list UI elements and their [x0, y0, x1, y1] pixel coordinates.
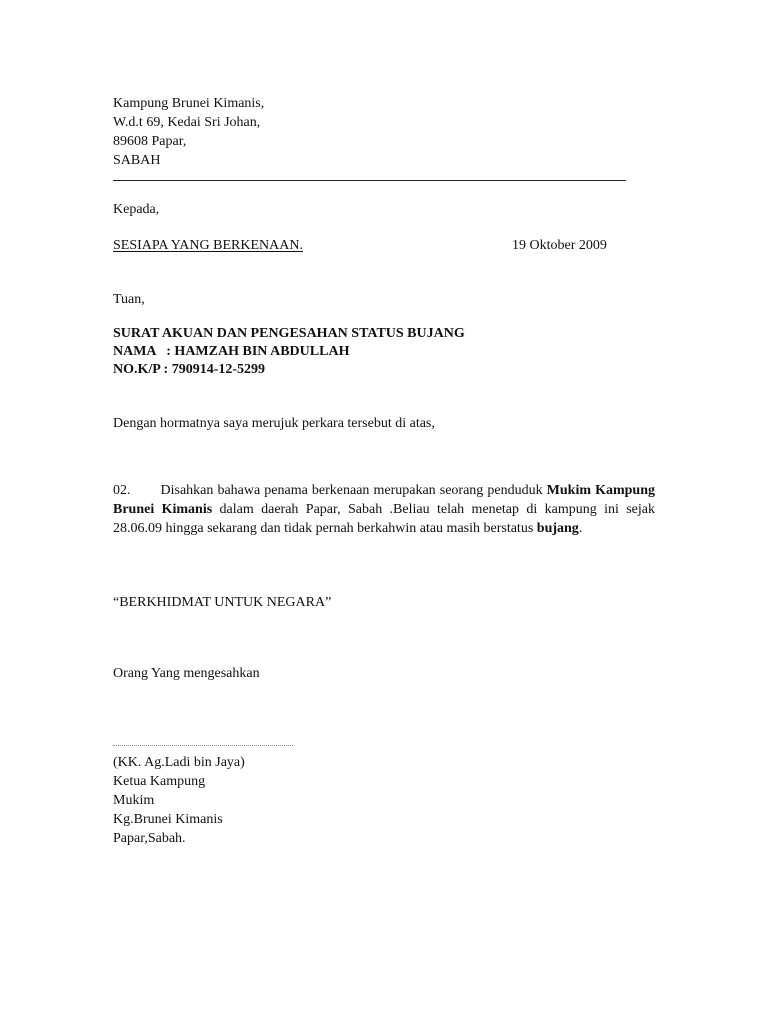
- opening-sentence: Dengan hormatnya saya merujuk perkara tersebut di atas,: [113, 416, 435, 431]
- recipient: [113, 236, 303, 255]
- greeting: Tuan,: [113, 292, 145, 307]
- letter-date: 19 Oktober 2009: [512, 238, 607, 253]
- signer-line: (KK. Ag.Ladi bin Jaya): [113, 755, 245, 770]
- signer-line: Papar,Sabah.: [113, 831, 186, 846]
- paragraph-text: Disahkan bahawa penama berkenaan merupakan seorang penduduk: [160, 483, 547, 498]
- recipient-name: SESIAPA YANG BERKENAAN: [113, 238, 300, 253]
- recipient-punct: .: [299, 238, 303, 253]
- motto: “BERKHIDMAT UNTUK NEGARA”: [113, 595, 332, 610]
- certifier-label: Orang Yang mengesahkan: [113, 666, 260, 681]
- signer-line: Kg.Brunei Kimanis: [113, 812, 223, 827]
- signer-line: Mukim: [113, 793, 155, 808]
- salutation-to: Kepada,: [113, 202, 160, 217]
- subject-title: SURAT AKUAN DAN PENGESAHAN STATUS BUJANG: [113, 326, 465, 341]
- header-divider: [113, 180, 626, 181]
- address-line: SABAH: [113, 153, 161, 168]
- paragraph-text: dalam daerah Papar, Sabah .Beliau telah menetap di kampung ini sejak 28.06.09 hingga sekarang dan tidak pernah berkahwin atau masih berstatus: [113, 502, 655, 536]
- paragraph-text: .: [578, 521, 583, 536]
- subject-ic: NO.K/P : 790914-12-5299: [113, 362, 266, 377]
- subject-name: NAMA : HAMZAH BIN ABDULLAH: [113, 344, 350, 359]
- signer-block: [113, 753, 245, 848]
- signer-line: Ketua Kampung: [113, 774, 206, 789]
- address-line: W.d.t 69, Kedai Sri Johan,: [113, 115, 261, 130]
- signature-line: [113, 745, 293, 746]
- body-paragraph: [113, 481, 655, 538]
- address-line: Kampung Brunei Kimanis,: [113, 96, 265, 111]
- paragraph-emphasis: bujang: [536, 521, 579, 536]
- sender-address: [113, 94, 264, 170]
- paragraph-emphasis: Mukim Kampung Brunei Kimanis: [113, 483, 655, 517]
- paragraph-number: 02.: [113, 483, 131, 498]
- address-line: 89608 Papar,: [113, 134, 187, 149]
- subject-block: [113, 325, 465, 379]
